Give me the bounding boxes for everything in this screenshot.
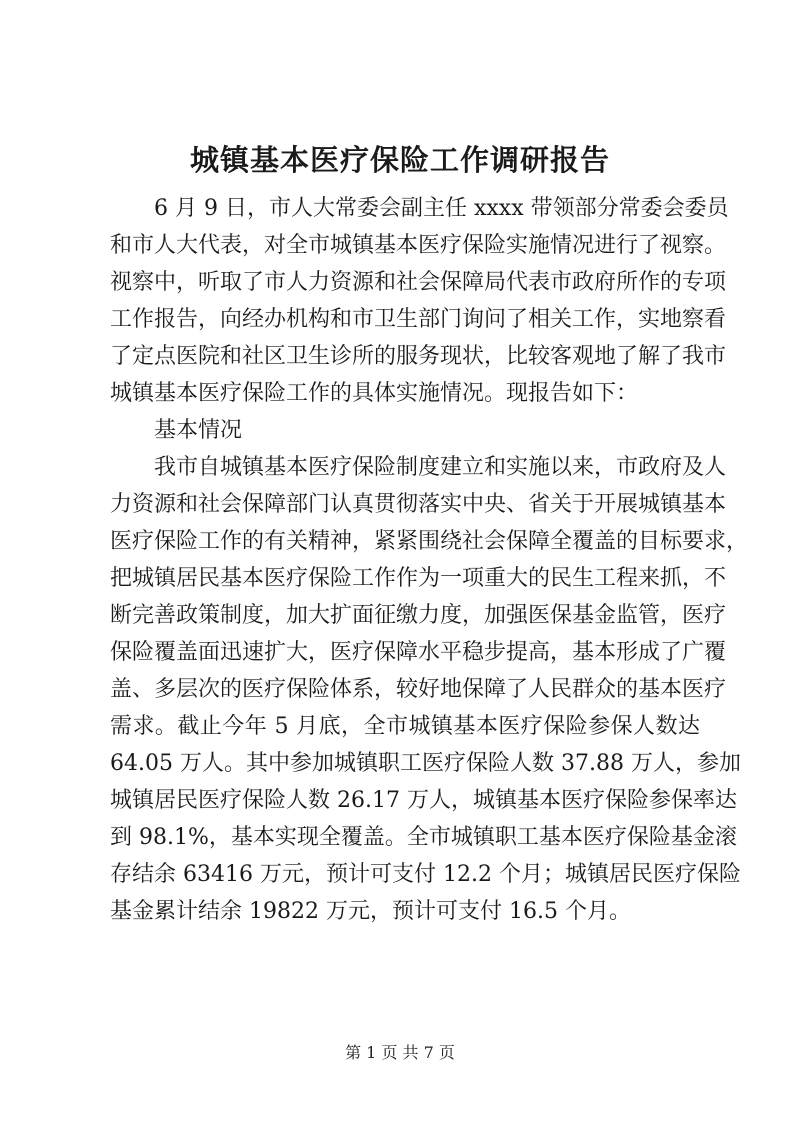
text-line: 需求。截止今年 5 月底，全市城镇基本医疗保险参保人数达 bbox=[110, 714, 700, 739]
text-line: 6 月 9 日，市人大常委会副主任 xxxx 带领部分常委会委员 bbox=[154, 196, 729, 221]
text-line: 城镇居民医疗保险人数 26.17 万人，城镇基本医疗保险参保率达 bbox=[110, 788, 737, 813]
text-line: 保险覆盖面迅速扩大，医疗保障水平稳步提高，基本形成了广覆 bbox=[110, 640, 727, 665]
text-line: 视察中，听取了市人力资源和社会保障局代表市政府所作的专项 bbox=[110, 270, 727, 295]
section-heading: 基本情况 bbox=[154, 418, 243, 443]
text-line: 把城镇居民基本医疗保险工作作为一项重大的民生工程来抓，不 bbox=[110, 566, 727, 591]
text-line: 了定点医院和社区卫生诊所的服务现状，比较客观地了解了我市 bbox=[110, 344, 727, 369]
text-line: 城镇基本医疗保险工作的具体实施情况。现报告如下： bbox=[110, 381, 639, 406]
text-line: 存结余 63416 万元，预计可支付 12.2 个月；城镇居民医疗保险 bbox=[110, 862, 741, 887]
page-footer: 第 1 页 共 7 页 bbox=[345, 1043, 455, 1062]
text-line: 和市人大代表，对全市城镇基本医疗保险实施情况进行了视察。 bbox=[110, 233, 727, 258]
document-body bbox=[110, 190, 749, 930]
text-line: 医疗保险工作的有关精神，紧紧围绕社会保障全覆盖的目标要求， bbox=[110, 529, 749, 554]
text-line: 基金累计结余 19822 万元，预计可支付 16.5 个月。 bbox=[110, 899, 631, 924]
text-line: 盖、多层次的医疗保险体系，较好地保障了人民群众的基本医疗 bbox=[110, 677, 727, 702]
text-line: 到 98.1%，基本实现全覆盖。全市城镇职工基本医疗保险基金滚 bbox=[110, 825, 737, 850]
text-line: 工作报告，向经办机构和市卫生部门询问了相关工作，实地察看 bbox=[110, 307, 727, 332]
document-title: 城镇基本医疗保险工作调研报告 bbox=[189, 143, 610, 177]
text-line: 力资源和社会保障部门认真贯彻落实中央、省关于开展城镇基本 bbox=[110, 492, 727, 517]
text-line: 我市自城镇基本医疗保险制度建立和实施以来，市政府及人 bbox=[154, 455, 727, 480]
text-line: 64.05 万人。其中参加城镇职工医疗保险人数 37.88 万人，参加 bbox=[110, 751, 741, 776]
text-line: 断完善政策制度，加大扩面征缴力度，加强医保基金监管，医疗 bbox=[110, 603, 727, 628]
